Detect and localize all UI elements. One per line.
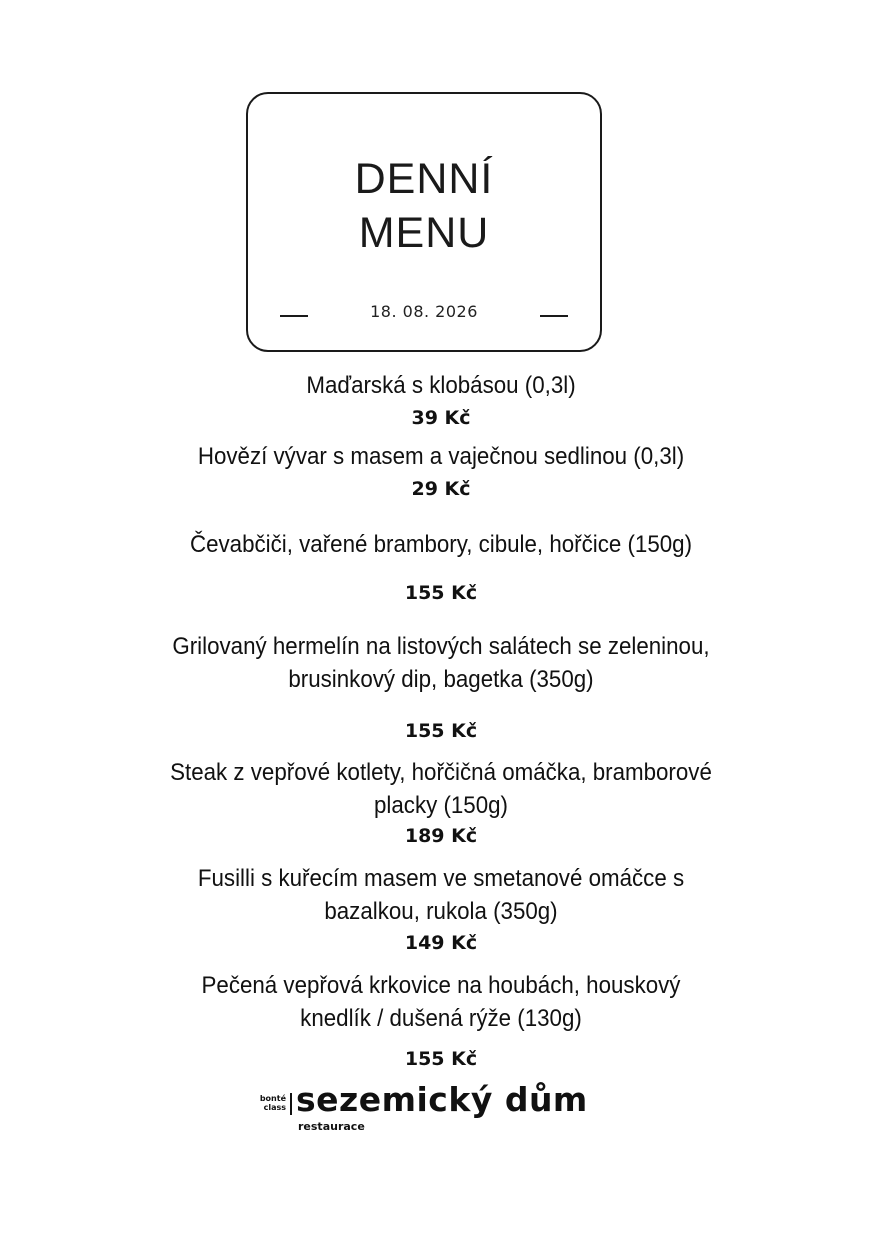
dish-price: 39 Kč — [411, 407, 471, 429]
logo-brand-mark — [250, 1094, 286, 1112]
dish-name-line: Fusilli s kuřecím masem ve smetanové omáčce s — [197, 865, 685, 892]
menu-header-box — [246, 92, 602, 352]
menu-title — [248, 152, 600, 260]
dish-name — [87, 862, 796, 928]
menu-title-line-1: DENNÍ — [354, 155, 494, 203]
dish-name-line: brusinkový dip, bagetka (350g) — [288, 666, 594, 693]
dish-price: 155 Kč — [404, 720, 478, 742]
logo-wordmark: sezemický dům — [296, 1080, 588, 1119]
logo-divider — [290, 1093, 292, 1115]
logo-mini-line-1: bonté — [259, 1094, 286, 1103]
dish-price: 149 Kč — [404, 932, 478, 954]
date-dash-right — [540, 315, 568, 317]
dish-price: 155 Kč — [404, 582, 478, 604]
dish-name — [87, 756, 796, 822]
menu-date: 18. 08. 2026 — [370, 302, 478, 321]
restaurant-logo — [250, 1080, 620, 1142]
dish-price: 155 Kč — [404, 1048, 478, 1070]
logo-subtitle: restaurace — [298, 1120, 365, 1133]
dish-name-line: Steak z vepřové kotlety, hořčičná omáčka, bramborové — [170, 759, 712, 786]
dish-name-line: placky (150g) — [373, 792, 508, 819]
menu-title-line-2: MENU — [358, 209, 490, 257]
logo-mini-line-2: class — [263, 1103, 286, 1112]
dish-name-line: knedlík / dušená rýže (130g) — [300, 1005, 582, 1032]
dish-name-line: Maďarská s klobásou (0,3l) — [306, 372, 576, 399]
dish-name — [87, 528, 796, 561]
dish-name — [87, 969, 796, 1035]
dish-name-line: Čevabčiči, vařené brambory, cibule, hořčice (150g) — [189, 531, 693, 558]
dish-name-line: bazalkou, rukola (350g) — [324, 898, 558, 925]
dish-name-line: Grilovaný hermelín na listových salátech se zeleninou, — [172, 633, 710, 660]
dish-name-line: Pečená vepřová krkovice na houbách, houskový — [201, 972, 681, 999]
dish-name — [87, 630, 796, 696]
dish-name — [87, 369, 796, 402]
dish-name-line: Hovězí vývar s masem a vaječnou sedlinou (0,3l) — [197, 443, 685, 470]
dish-price: 29 Kč — [411, 478, 471, 500]
menu-date-row — [248, 300, 600, 324]
dish-name — [87, 440, 796, 473]
dish-price: 189 Kč — [404, 825, 478, 847]
